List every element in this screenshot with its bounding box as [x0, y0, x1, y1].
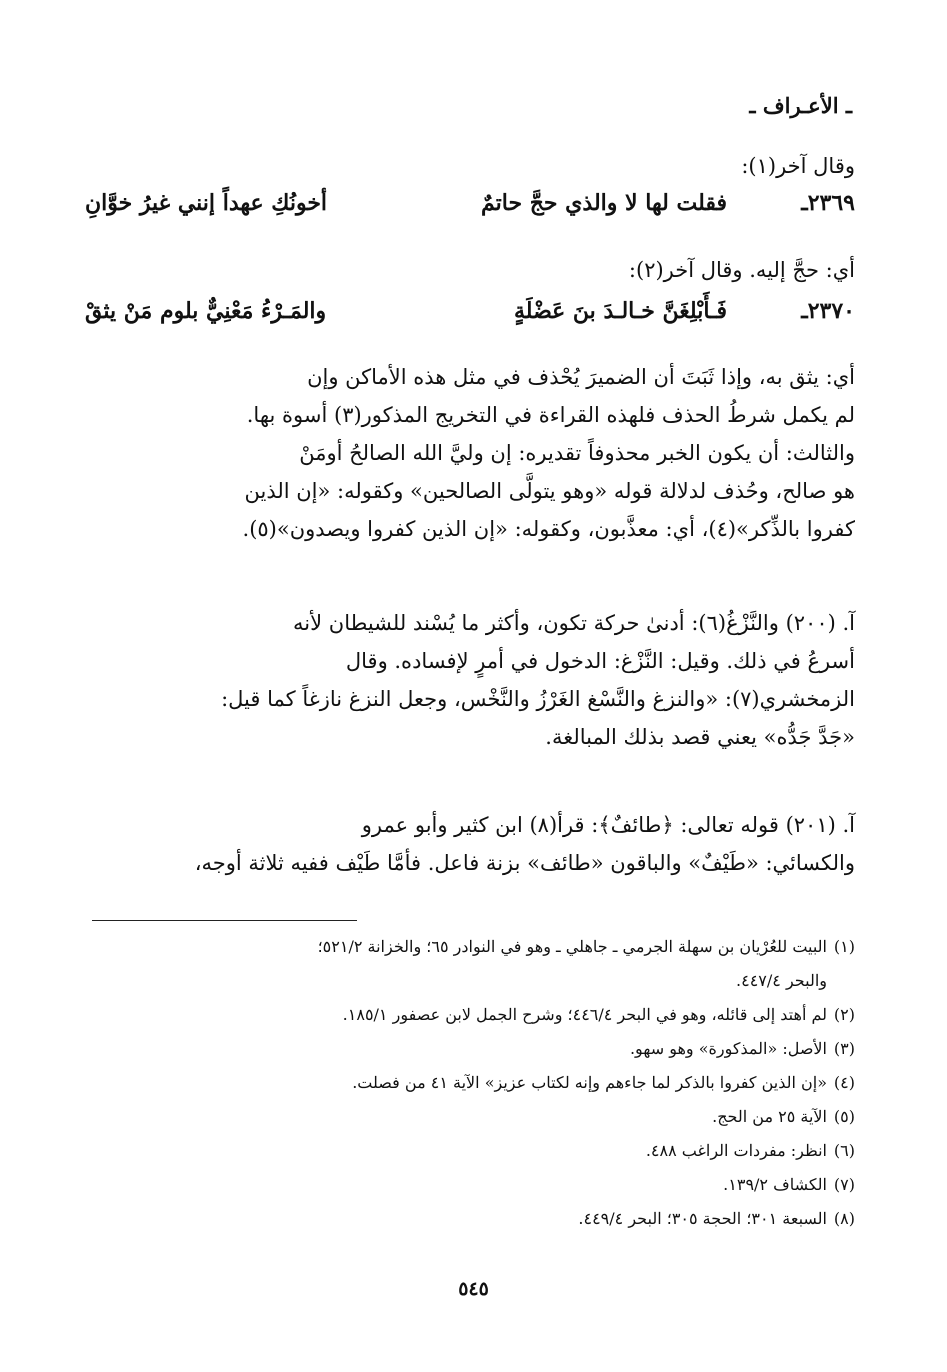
footnote-text: الكشاف ١٣٩/٢. [723, 1175, 827, 1194]
paragraph-main [85, 358, 855, 548]
verse-hemistich-first: فَـأَبْلِغَنَّ خـالـدَ بنَ عَضْلَةٍ [513, 298, 727, 324]
footnote-8 [85, 1202, 855, 1236]
footnote-7 [85, 1168, 855, 1202]
footnote-4 [85, 1066, 855, 1100]
footnote-3 [85, 1032, 855, 1066]
footnote-text: الآية ٢٥ من الحج. [712, 1107, 827, 1126]
paragraph-ayah-201 [85, 806, 855, 882]
footnote-number: (٨) [833, 1209, 855, 1228]
verse-hemistich-second: أخونُكِ عهداً إنني غيرُ خوَّانِ [85, 190, 328, 216]
footnote-continuation: والبحر ٤٤٧/٤. [736, 971, 827, 990]
footnote-text: البيت للعُرْيان بن سهلة الجرمي ـ جاهلي ـ وهو في النوادر ٦٥؛ والخزانة ٥٢١/٢؛ [317, 937, 827, 956]
paragraph-line: «جَدَّ جَدُّه» يعني قصد بذلك المبالغة. [545, 725, 855, 749]
footnotes [85, 930, 855, 1236]
footnote-number: (١) [833, 937, 855, 956]
paragraph-line: كفروا بالذِّكر»(٤)، أي: معذَّبون، وكقوله: «إن الذين كفروا ويصدون»(٥). [242, 517, 855, 541]
page-number: ٥٤٥ [458, 1278, 489, 1300]
footnote-text: الأصل: «المذكورة» وهو سهو. [629, 1039, 827, 1058]
running-head: ـ الأعـراف ـ [749, 93, 852, 118]
footnote-1 [85, 930, 855, 964]
footnote-text: انظر: مفردات الراغب ٤٨٨. [645, 1141, 827, 1160]
paragraph-ayah-200 [85, 604, 855, 756]
paragraph-line: لم يكمل شرطُ الحذف فلهذه القراءة في التخريج المذكور(٣) أسوة بها. [246, 403, 855, 427]
footnote-6 [85, 1134, 855, 1168]
footnote-text: السبعة ٣٠١؛ الحجة ٣٠٥؛ البحر ٤٤٩/٤. [578, 1209, 827, 1228]
verse-hemistich-first: فقلت لها لا والذي حجَّ حاتمٌ [481, 190, 727, 216]
footnote-number: (٦) [833, 1141, 855, 1160]
paragraph-line: آ. (٢٠١) قوله تعالى: ﴿طائفٌ﴾: قرأ(٨) ابن كثير وأبو عمرو [361, 813, 855, 837]
footnote-text: «إن الذين كفروا بالذكر لما جاءهم وإنه لكتاب عزيز» الآية ٤١ من فصلت. [352, 1073, 827, 1092]
footnote-5 [85, 1100, 855, 1134]
paragraph-line: والثالث: أن يكون الخبر محذوفاً تقديره: إن وليَّ الله الصالحُ أومَنْ [299, 441, 855, 465]
footnote-2 [85, 998, 855, 1032]
paragraph-line: والكسائي: «طَيْفٌ» والباقون «طائف» بزنة فاعل. فأمَّا طَيْف ففيه ثلاثة أوجه، [194, 851, 855, 875]
paragraph-line: أي: يثق به، وإذا ثَبَتَ أن الضميرَ يُحْذف في مثل هذه الأماكن وإن [307, 365, 855, 389]
paragraph-line: هو صالح، وحُذف لدلالة قوله «وهو يتولَّى الصالحين» وكقوله: «إن الذين [244, 479, 855, 503]
verse-2369 [85, 190, 855, 234]
verse-2370 [85, 298, 855, 342]
footnote-number: (٢) [833, 1005, 855, 1024]
verse-number: ٢٣٧٠ـ [801, 298, 855, 324]
footnote-number: (٥) [833, 1107, 855, 1126]
paragraph-line: الزمخشري(٧): «والنزغ والنَّسْغ الغَرْزُ والنَّخْس، وجعل النزغ نازغاً كما قيل: [221, 687, 855, 711]
verse-intro-1: وقال آخر(١): [741, 154, 855, 178]
paragraph-line: أسرعُ في ذلك. وقيل: النَّزْغ: الدخول في أمرٍ لإفساده. وقال [345, 649, 855, 673]
footnote-text: لم أهتد إلى قائله، وهو في البحر ٤٤٦/٤؛ وشرح الجمل لابن عصفور ١٨٥/١. [342, 1005, 827, 1024]
paragraph-line: آ. (٢٠٠) والنَّزْغُ(٦): أدنىٰ حركة تكون، وأكثر ما يُسْند للشيطان لأنه [293, 611, 855, 635]
footnote-number: (٣) [833, 1039, 855, 1058]
footnote-number: (٤) [833, 1073, 855, 1092]
verse-hemistich-second: والمَـرْءُ مَعْنِيٌّ بلوم مَنْ يثقْ [85, 298, 327, 324]
verse-intro-2: أي: حجَّ إليه. وقال آخر(٢): [628, 258, 855, 282]
footnote-number: (٧) [833, 1175, 855, 1194]
footnote-separator [92, 920, 357, 921]
verse-number: ٢٣٦٩ـ [801, 190, 855, 216]
